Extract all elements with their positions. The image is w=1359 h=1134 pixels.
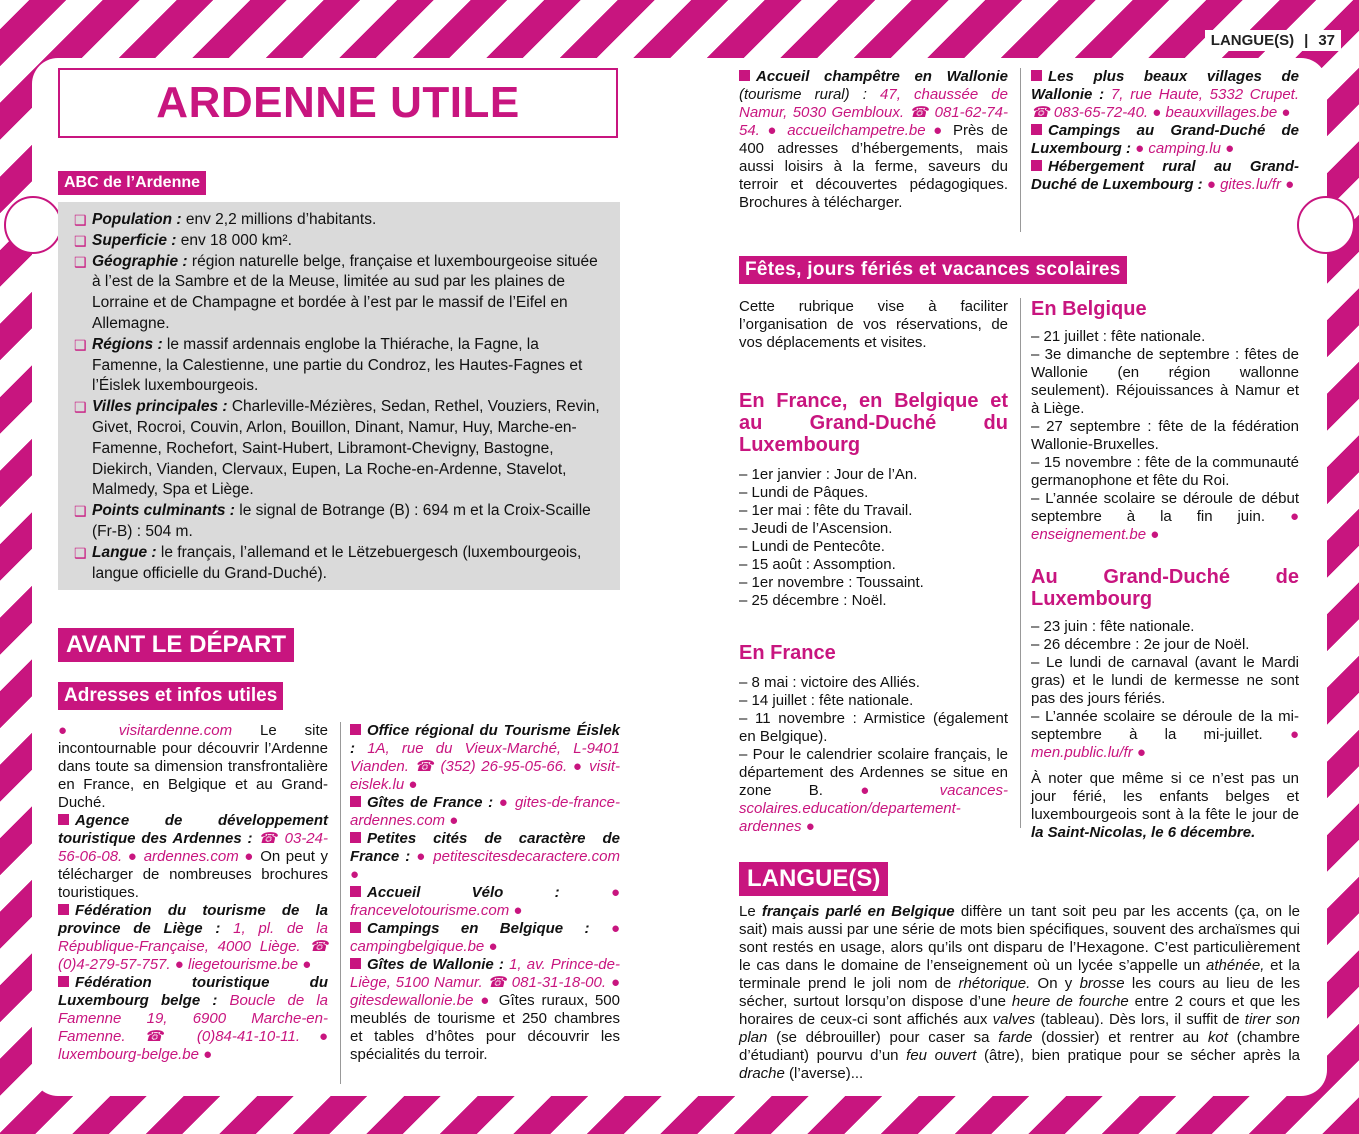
abc-item-label: Population : — [92, 211, 182, 228]
link-gites-de-france[interactable]: gites-de-france-ardennes.com — [350, 794, 620, 829]
fetes-all-heading: En France, en Belgique et au Grand-Duché du Luxembourg — [739, 390, 1008, 456]
text: À noter que même si ce n’est pas un jour férié, les enfants belges et luxembourgeois sont à la fête le jour de — [1031, 770, 1299, 823]
org-name: Agence de développement touristique des Ardennes : — [58, 812, 328, 847]
left-notch — [4, 196, 62, 254]
address: 1A, rue du Vieux-Marché, L-9401 Vianden. ☎ (352) 26-95-05-66. — [350, 740, 620, 775]
org-name: Accueil champêtre en Wallonie — [756, 68, 1008, 85]
holiday-item: – 11 novembre : Armistice (également en Belgique). — [739, 710, 1008, 745]
org-name: Office régional du Tourisme Éislek : — [350, 722, 620, 757]
text-bold: la Saint-Nicolas, le 6 décembre. — [1031, 824, 1256, 841]
running-header-section: LANGUE(S) — [1210, 32, 1295, 49]
org-name: Petites cités de caractère de France : — [350, 830, 620, 865]
link-gitesdewallonie[interactable]: gitesdewallonie.be — [350, 992, 474, 1009]
bullet-square — [1031, 160, 1042, 171]
bullet-square — [350, 724, 361, 735]
text: Gîtes ruraux, 500 meublés de tourisme et 250 chambres et tables d’hôtes pour découvrir les spécialités du terroir. — [350, 992, 620, 1063]
bullet-square — [350, 958, 361, 969]
page-title: ARDENNE UTILE — [156, 78, 520, 127]
abc-item — [74, 501, 606, 543]
abc-item-text: le signal de Botrange (B) : 694 m et la Croix-Scaille (Fr-B) : 504 m. — [92, 502, 591, 540]
fetes-heading: Fêtes, jours fériés et vacances scolaires — [739, 256, 1127, 284]
org-name: Les plus beaux villages de Wallonie : — [1031, 68, 1299, 103]
link-luxembourg-belge[interactable]: luxembourg-belge.be — [58, 1046, 199, 1063]
link-camping-lu[interactable]: camping.lu — [1148, 140, 1221, 157]
abc-item — [74, 335, 606, 397]
org-name: Accueil Vélo : — [367, 884, 560, 901]
right-notch — [1297, 196, 1355, 254]
bullet-square — [350, 886, 361, 897]
holiday-item: – 25 décembre : Noël. — [739, 592, 887, 609]
holiday-item: – Lundi de Pâques. — [739, 484, 869, 501]
link-petitescites[interactable]: petitescitesdecaractere.com — [433, 848, 621, 865]
abc-item-label: Villes principales : — [92, 398, 228, 416]
org-name: Campings en Belgique : — [367, 920, 590, 937]
bullet-square — [58, 814, 69, 825]
bullet-square — [350, 796, 361, 807]
langue-heading: LANGUE(S) — [739, 862, 888, 896]
checkbox-icon: ❑ — [74, 544, 87, 561]
holiday-item: – Le lundi de carnaval (avant le Mardi gras) et le lundi de kermesse ne sont pas des jours fériés. — [1031, 654, 1299, 707]
fetes-column-1: Cette rubrique vise à faciliter l’organisation de vos réservations, de vos déplacements et visites. En France, en Belgique et au Grand-Duché du Luxembourg – 1er janvier : Jour de l’An. – Lundi de Pâques. – 1er mai : fête du Travail. – Jeudi de l’Ascension. – Lundi de Pentecôte. – 15 août : Assomption. – 1er novembre : Toussaint. – 25 décembre : Noël. En France – 8 mai : victoire des Alliés. – 14 juillet : fête nationale. – 11 novembre : Armistice (également en Belgique). – Pour le calendrier scolaire français, le département des Ardennes se situe en zone B. ● vacances-scolaires.education/departement-ardennes ● — [739, 298, 1009, 835]
holiday-item: – 27 septembre : fête de la fédération Wallonie-Bruxelles. — [1031, 418, 1299, 453]
address: 47, chaussée de Namur, 5030 Gembloux. ☎ 081-62-74-54. — [739, 86, 1008, 139]
adresses-heading-wrap — [58, 682, 283, 710]
checkbox-icon: ❑ — [74, 212, 87, 228]
abc-item-text: env 2,2 millions d’habitants. — [181, 211, 377, 228]
fetes-heading-wrap — [739, 256, 1127, 284]
holiday-item: – 26 décembre : 2e jour de Noël. — [1031, 636, 1250, 653]
bullet-square — [739, 70, 750, 81]
running-header — [1205, 30, 1341, 51]
address: 1, pl. de la République-Française, 4000 Liège. ☎ (0)4-279-57-757. — [58, 920, 328, 973]
text: On peut y télécharger de nombreuses brochures touristiques. — [58, 848, 328, 901]
bullet-square — [58, 976, 69, 987]
org-name: Fédération touristique du Luxembourg belge : — [58, 974, 328, 1009]
address-column-1: ● visitardenne.com Le site incontournable pour découvrir l’Ardenne dans toute sa dimension transfrontalière en France, en Belgique et au Grand-Duché. Agence de développement touristique des Ardennes : ☎ 03-24-56-06-08. ● ardennes.com ● On peut y télécharger de nombreuses brochures touristiques. Fédération du tourisme de la province de Liège : 1, pl. de la République-Française, 4000 Liège. ☎ (0)4-279-57-757. ● liegetourisme.be ● Fédération touristique du Luxembourg belge : Boucle de la Famenne 19, 6900 Marche-en-Famenne. ☎ (0)84-41-10-11. ● luxembourg-belge.be ● — [58, 722, 329, 1063]
bullet-square — [350, 922, 361, 933]
abc-item-label: Langue : — [92, 543, 157, 561]
link-visitardenne[interactable]: visitardenne.com — [118, 722, 233, 739]
text: Près de 400 adresses d’hébergements, mais aussi loisirs à la ferme, saveurs du terroir et découvertes pédagogiques. Brochures à télécharger. — [739, 122, 1008, 211]
holiday-item: – 15 août : Assomption. — [739, 556, 896, 573]
text: – L’année scolaire se déroule de début septembre à la fin juin. — [1031, 490, 1299, 525]
bullet-square — [1031, 124, 1042, 135]
langue-heading-wrap — [739, 862, 888, 896]
address: Boucle de la Famenne 19, 6900 Marche-en-Famenne. ☎ (0)84-41-10-11. — [58, 992, 328, 1045]
holiday-item: – 15 novembre : fête de la communauté germanophone et fête du Roi. — [1031, 454, 1299, 489]
holiday-item: – 1er janvier : Jour de l’An. — [739, 466, 918, 483]
abc-item-text: le massif ardennais englobe la Thiérache, la Fagne, la Famenne, la Calestienne, une partie du Condroz, les Hautes-Fagnes et l’Éislek luxembourgeois. — [92, 335, 583, 395]
link-beauxvillages[interactable]: beauxvillages.be — [1165, 104, 1278, 121]
column-divider — [340, 722, 341, 1084]
link-enseignement[interactable]: enseignement.be — [1031, 526, 1147, 543]
holiday-item: – 3e dimanche de septembre : fêtes de Wallonie (en région wallonne seulement). Réjouissances à Namur et à Liège. — [1031, 346, 1299, 417]
fetes-be-heading: En Belgique — [1031, 298, 1147, 320]
abc-item-text: le français, l’allemand et le Lëtzebuergesch (luxembourgeois, langue officielle du Grand-Duché). — [92, 543, 582, 582]
holiday-item: – Jeudi de l’Ascension. — [739, 520, 893, 537]
abc-item — [74, 397, 606, 501]
header-separator: | — [1304, 32, 1309, 49]
top-right-column-2: Les plus beaux villages de Wallonie : 7, rue Haute, 5332 Crupet. ☎ 083-65-72-40. ● beauxvillages.be ● Campings au Grand-Duché de Luxembourg : ● camping.lu ● Hébergement rural au Grand-Duché de Luxembourg : ● gites.lu/fr ● — [1031, 68, 1299, 193]
holiday-item: – 14 juillet : fête nationale. — [739, 692, 914, 709]
fetes-column-2: En Belgique – 21 juillet : fête nationale. – 3e dimanche de septembre : fêtes de Wallonie (en région wallonne seulement). Réjouissances à Namur et à Liège. – 27 septembre : fête de la fédération Wallonie-Bruxelles. – 15 novembre : fête de la communauté germanophone et fête du Roi. – L’année scolaire se déroule de début septembre à la fin juin. ● enseignement.be ● Au Grand-Duché de Luxembourg – 23 juin : fête nationale. – 26 décembre : 2e jour de Noël. – Le lundi de carnaval (avant le Mardi gras) et le lundi de kermesse ne sont pas des jours fériés. – L’année scolaire se déroule de la mi-septembre à la mi-juillet. ● men.public.lu/fr ● À noter que même si ce n’est pas un jour férié, les enfants belges et luxembourgeois sont à la fête le jour de la Saint-Nicolas, le 6 décembre. — [1031, 298, 1299, 841]
checkbox-icon: ❑ — [74, 253, 87, 270]
org-name: Hébergement rural au Grand-Duché de Luxembourg : — [1031, 158, 1299, 193]
checkbox-icon: ❑ — [74, 503, 87, 520]
link-ardennes[interactable]: ardennes.com — [143, 848, 239, 865]
holiday-item: – 23 juin : fête nationale. — [1031, 618, 1195, 635]
avant-heading: AVANT LE DÉPART — [58, 628, 294, 662]
holiday-item: – 8 mai : victoire des Alliés. — [739, 674, 920, 691]
holiday-item: – 1er mai : fête du Travail. — [739, 502, 913, 519]
checkbox-icon: ❑ — [74, 399, 87, 416]
org-name: Gîtes de France : — [367, 794, 494, 811]
bullet-square — [350, 832, 361, 843]
checkbox-icon: ❑ — [74, 232, 87, 249]
abc-item-text: Charleville-Mézières, Sedan, Rethel, Vouziers, Revin, Givet, Rocroi, Couvin, Arlon, Bouillon, Dinant, Namur, Huy, Marche-en-Famenne, Rochefort, Saint-Hubert, Libramont-Chevigny, Bastogne, Diekirch, Vianden, Clervaux, Eupen, La Roche-en-Ardenne, Stavelot, Malmedy, Spa et Liège. — [92, 398, 600, 499]
avant-heading-wrap — [58, 628, 294, 662]
page-number: 37 — [1318, 32, 1335, 49]
org-name: Gîtes de Wallonie : — [367, 956, 504, 973]
abc-item-label: Géographie : — [92, 252, 188, 270]
address: 7, rue Haute, 5332 Crupet. ☎ 083-65-72-40. — [1031, 86, 1299, 121]
link-men-public[interactable]: men.public.lu/fr — [1031, 744, 1133, 761]
abc-item — [74, 252, 606, 335]
abc-heading-wrap — [58, 171, 206, 195]
abc-item — [74, 543, 606, 585]
fetes-lu-heading: Au Grand-Duché de Luxembourg — [1031, 566, 1299, 610]
address: 1, av. Prince-de-Liège, 5100 Namur. ☎ 081-31-18-00. — [350, 956, 620, 991]
abc-item — [74, 231, 606, 252]
fetes-fr-heading: En France — [739, 642, 836, 664]
fetes-intro: Cette rubrique vise à faciliter l’organisation de vos réservations, de vos déplacements et visites. — [739, 298, 1008, 351]
checkbox-icon: ❑ — [74, 336, 87, 353]
langue-paragraph: Le français parlé en Belgique diffère un tant soit peu par les accents (ça, on le sait) mais aussi par une série de mots bien spécifiques, souvent des archaïsmes qui sont restés en usage, alors qu’ils ont disparu de l’Hexagone. C’est particulièrement le cas dans le domaine de l’enseignement où un lycée s’appelle un athénée, et la terminale prend le joli nom de rhétorique. On y brosse les cours au lieu de les sécher, surtout lorsqu’on dispose d’une heure de fourche entre 2 cours et que les horaires de ceux-ci sont affichés aux valves (tableau). Dès lors, il suffit de tirer son plan (se débrouiller) pour caser sa farde (dossier) et rentrer au kot (chambre d’étudiant) pourvu d’un feu ouvert (âtre), bien pratique pour se sécher après la drache (l’averse)... — [739, 903, 1301, 1082]
abc-heading: ABC de l’Ardenne — [58, 171, 206, 195]
org-name: Fédération du tourisme de la province de Liège : — [58, 902, 328, 937]
holiday-item: – Lundi de Pentecôte. — [739, 538, 885, 555]
holiday-item: – 21 juillet : fête nationale. — [1031, 328, 1206, 345]
abc-item-label: Superficie : — [92, 231, 177, 249]
text: Le site incontournable pour découvrir l’Ardenne dans toute sa dimension transfrontalière en France, en Belgique et au Grand-Duché. — [58, 722, 328, 811]
link-francevelotourisme[interactable]: francevelotourisme.com — [350, 902, 510, 919]
adresses-heading: Adresses et infos utiles — [58, 682, 283, 710]
org-sub: (tourisme rural) : — [739, 86, 867, 103]
title-box — [58, 68, 618, 138]
link-liegetourisme[interactable]: liegetourisme.be — [187, 956, 299, 973]
holiday-item: – 1er novembre : Toussaint. — [739, 574, 924, 591]
abc-box — [58, 202, 620, 590]
top-right-column-1: Accueil champêtre en Wallonie (tourisme rural) : 47, chaussée de Namur, 5030 Gembloux. ☎ 081-62-74-54. ● accueilchampetre.be ● Près de 400 adresses d’hébergements, mais aussi loisirs à la ferme, saveurs du terroir et découvertes pédagogiques. Brochures à télécharger. — [739, 68, 1008, 211]
link-visit-eislek[interactable]: visit-eislek.lu — [350, 758, 620, 793]
org-name: Campings au Grand-Duché de Luxembourg : — [1031, 122, 1299, 157]
abc-item-label: Points culminants : — [92, 502, 235, 520]
abc-item-text: région naturelle belge, française et luxembourgeoise située à l’est de la Sambre et de la Meuse, limitée au sud par les plaines de Lorraine et de Champagne et bordée à l’est par le massif de l’Eifel en Allemagne. — [92, 252, 598, 332]
column-divider — [1020, 68, 1021, 232]
address-column-2: Office régional du Tourisme Éislek : 1A, rue du Vieux-Marché, L-9401 Vianden. ☎ (352) 26-95-05-66. ● visit-eislek.lu ● Gîtes de France : ● gites-de-france-ardennes.com ● Petites cités de caractère de France : ● petitescitesdecaractere.com ● Accueil Vélo : ● francevelotourisme.com ● Campings en Belgique : ● campingbelgique.be ● Gîtes de Wallonie : 1, av. Prince-de-Liège, 5100 Namur. ☎ 081-31-18-00. ● gitesdewallonie.be ● Gîtes ruraux, 500 meublés de tourisme et 250 chambres et tables d’hôtes pour découvrir les spécialités du terroir. — [350, 722, 621, 1063]
abc-item-label: Régions : — [92, 335, 163, 353]
phone: ☎ 03-24-56-06-08. — [58, 830, 328, 865]
bullet-square — [1031, 70, 1042, 81]
abc-item — [74, 210, 606, 231]
link-gites-lu[interactable]: gites.lu/fr — [1220, 176, 1281, 193]
bullet-square — [58, 904, 69, 915]
link-accueilchampetre[interactable]: accueilchampetre.be — [787, 122, 926, 139]
text: – Pour le calendrier scolaire français, le département des Ardennes se situe en zone B. — [739, 746, 1008, 799]
text: – L’année scolaire se déroule de la mi-septembre à la mi-juillet. — [1031, 708, 1299, 743]
link-campingbelgique[interactable]: campingbelgique.be — [350, 938, 485, 955]
abc-item-text: env 18 000 km². — [176, 231, 292, 249]
link-vacances-scolaires[interactable]: vacances-scolaires.education/departement-ardennes — [739, 782, 1009, 835]
column-divider — [1020, 298, 1021, 828]
